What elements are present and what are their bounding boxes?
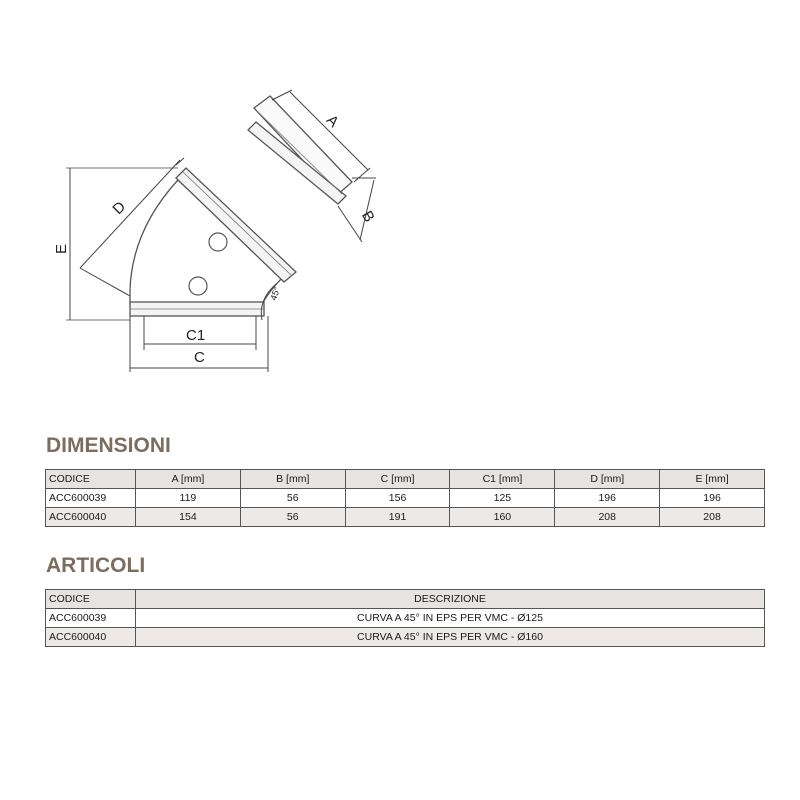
articles-table bbox=[45, 589, 765, 647]
header-c: C [mm] bbox=[345, 470, 450, 489]
cell-c: 156 bbox=[345, 489, 450, 508]
label-e: E bbox=[53, 243, 70, 254]
header-descrizione: DESCRIZIONE bbox=[136, 590, 765, 609]
cell-codice: ACC600040 bbox=[46, 628, 136, 647]
cell-a: 119 bbox=[136, 489, 241, 508]
cell-codice: ACC600039 bbox=[46, 609, 136, 628]
header-codice: CODICE bbox=[46, 470, 136, 489]
cell-c: 191 bbox=[345, 508, 450, 527]
cell-d: 196 bbox=[555, 489, 660, 508]
header-b: B [mm] bbox=[240, 470, 345, 489]
label-c: C bbox=[194, 349, 205, 366]
cell-d: 208 bbox=[555, 508, 660, 527]
hole-top bbox=[209, 233, 227, 251]
cell-e: 208 bbox=[660, 508, 765, 527]
label-angle: 45° bbox=[268, 285, 283, 302]
header-d: D [mm] bbox=[555, 470, 660, 489]
table-row bbox=[46, 489, 765, 508]
cell-c1: 160 bbox=[450, 508, 555, 527]
articles-title: ARTICOLI bbox=[46, 554, 146, 577]
table-row bbox=[46, 508, 765, 527]
dimensions-header-row bbox=[46, 470, 765, 489]
cell-descrizione: CURVA A 45° IN EPS PER VMC - Ø160 bbox=[136, 628, 765, 647]
label-a: A bbox=[322, 111, 343, 131]
header-e: E [mm] bbox=[660, 470, 765, 489]
cell-codice: ACC600040 bbox=[46, 508, 136, 527]
cell-b: 56 bbox=[240, 508, 345, 527]
label-b: B bbox=[358, 208, 378, 226]
label-c1: C1 bbox=[186, 327, 206, 344]
cell-b: 56 bbox=[240, 489, 345, 508]
technical-drawing bbox=[40, 80, 400, 400]
label-d: D bbox=[109, 198, 130, 218]
dimensions-title: DIMENSIONI bbox=[46, 434, 171, 457]
header-codice: CODICE bbox=[46, 590, 136, 609]
header-c1: C1 [mm] bbox=[450, 470, 555, 489]
header-a: A [mm] bbox=[136, 470, 241, 489]
cell-descrizione: CURVA A 45° IN EPS PER VMC - Ø125 bbox=[136, 609, 765, 628]
cell-codice: ACC600039 bbox=[46, 489, 136, 508]
table-row bbox=[46, 628, 765, 647]
articles-header-row bbox=[46, 590, 765, 609]
cell-e: 196 bbox=[660, 489, 765, 508]
cell-c1: 125 bbox=[450, 489, 555, 508]
hole-bottom bbox=[189, 277, 207, 295]
cell-a: 154 bbox=[136, 508, 241, 527]
table-row bbox=[46, 609, 765, 628]
dimensions-table bbox=[45, 469, 765, 527]
